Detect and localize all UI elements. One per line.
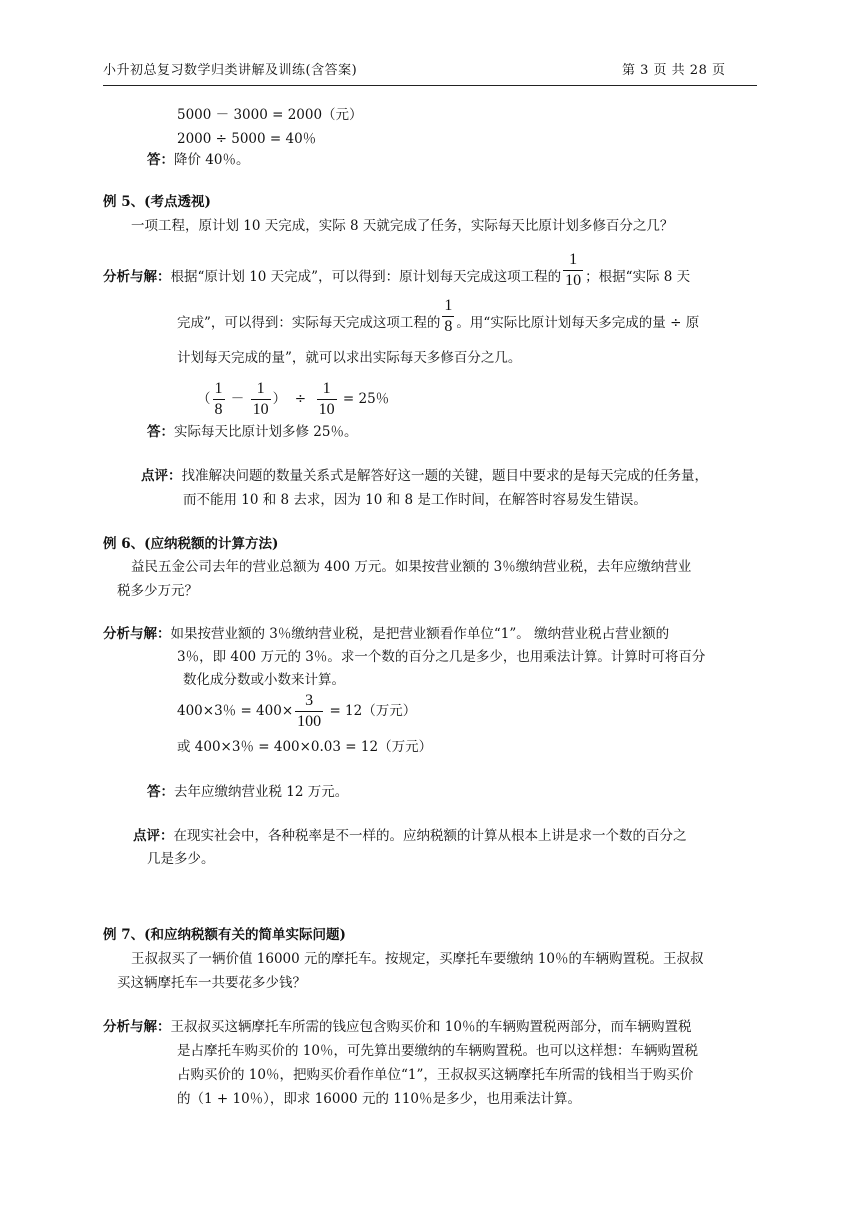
comment (141, 470, 708, 484)
question-text: 税多少万元？ (117, 583, 198, 599)
analysis-line (103, 1021, 691, 1035)
analysis-label: 分析与解： (103, 1019, 171, 1035)
question-text: 益民五金公司去年的营业总额为 400 万元。如果按营业额的 3％缴纳营业税，去年应缴纳营业 (131, 559, 692, 575)
analysis-text: 完成”，可以得到：实际每天完成这项工程的 (177, 315, 441, 331)
analysis-text: 数化成分数或小数来计算。 (183, 672, 345, 688)
comment-label: 点评： (141, 468, 182, 484)
header-title: 小升初总复习数学归类讲解及训练(含答案) (103, 63, 358, 78)
comment-text: 而不能用 10 和 8 去求，因为 10 和 8 是工作时间，在解答时容易发生错误。 (183, 492, 647, 508)
comment-text: 找准解决问题的数量关系式是解答好这一题的关键，题目中要求的是每天完成的任务量， (181, 468, 708, 484)
comment-label: 点评： (133, 828, 174, 844)
analysis-text: 是占摩托车购买价的 10％，可先算出要缴纳的车辆购置税。也可以这样想：车辆购置税 (177, 1043, 698, 1059)
calc-line: （ $\frac{1}{8}$ － $\frac{1}{10}$ ） ÷ $\frac{1}{10}$ = 25％ (197, 380, 390, 418)
question-text: 王叔叔买了一辆价值 16000 元的摩托车。按规定，买摩托车要缴纳 10％的车辆购置税。王叔叔 (131, 951, 704, 967)
answer-label: 答： (147, 424, 174, 440)
example-title: 例 7、(和应纳税额有关的简单实际问题) (103, 927, 346, 943)
comment-text: 几是多少。 (147, 851, 215, 867)
fraction: $\frac{1}{10}$ (252, 380, 269, 418)
analysis-line (103, 628, 669, 642)
comment-text: 在现实社会中，各种税率是不一样的。应纳税额的计算从根本上讲是求一个数的百分之 (173, 828, 687, 844)
analysis-text: 如果按营业额的 3％缴纳营业税，是把营业额看作单位“1”。 缴纳营业税占营业额的 (170, 626, 670, 642)
comment (133, 830, 687, 844)
calc-line: 5000 － 3000 = 2000（元） (177, 107, 363, 123)
page-number: 第 3 页 共 28 页 (622, 63, 726, 78)
analysis-text: 。用“实际比原计划每天多完成的量 ÷ 原 (456, 315, 700, 331)
answer (147, 786, 348, 800)
analysis-text: 占购买价的 10％，把购买价看作单位“1”，王叔叔买这辆摩托车所需的钱相当于购买价 (177, 1067, 694, 1083)
answer-text: 去年应缴纳营业税 12 万元。 (174, 784, 349, 800)
answer-label: 答： (147, 784, 174, 800)
analysis-text: 3％，即 400 万元的 3％。求一个数的百分之几是多少，也用乘法计算。计算时可将百分 (177, 649, 706, 665)
answer-text: 降价 40％。 (174, 152, 250, 168)
analysis-text: 王叔叔买这辆摩托车所需的钱应包含购买价和 10％的车辆购置税两部分，而车辆购置税 (170, 1019, 692, 1035)
example-title: 例 5、(考点透视) (103, 194, 211, 210)
analysis-text: 计划每天完成的量”，就可以求出实际每天多修百分之几。 (177, 350, 522, 366)
calc-line: 或 400×3％ = 400×0.03 = 12（万元） (177, 739, 433, 755)
example-title: 例 6、(应纳税额的计算方法) (103, 536, 279, 552)
analysis-label: 分析与解： (103, 269, 171, 285)
answer (147, 154, 249, 168)
fraction: $\frac{1}{10}$ (318, 380, 335, 418)
answer (147, 426, 357, 440)
analysis-line (177, 297, 700, 335)
question-text: 一项工程，原计划 10 天完成，实际 8 天就完成了任务，实际每天比原计划多修百分之几？ (131, 218, 674, 234)
analysis-label: 分析与解： (103, 626, 171, 642)
analysis-text: 的（1 + 10％），即求 16000 元的 110％是多少，也用乘法计算。 (177, 1091, 581, 1107)
analysis-text: ；根据“实际 8 天 (585, 269, 691, 285)
fraction: $\frac{1}{10}$ (565, 251, 582, 289)
answer-text: 实际每天比原计划多修 25％。 (174, 424, 358, 440)
question-text: 买这辆摩托车一共要花多少钱？ (117, 975, 306, 991)
answer-label: 答： (147, 152, 174, 168)
analysis-line (103, 251, 691, 289)
fraction: $\frac{1}{8}$ (444, 297, 453, 335)
calc-line: 400×3％ = 400× $\frac{3}{100}$ = 12（万元） (177, 692, 417, 730)
header-rule (103, 85, 757, 86)
analysis-text: 根据“原计划 10 天完成”，可以得到：原计划每天完成这项工程的 (170, 269, 562, 285)
fraction: $\frac{3}{100}$ (297, 692, 322, 730)
calc-line: 2000 ÷ 5000 = 40％ (177, 131, 317, 147)
fraction: $\frac{1}{8}$ (214, 380, 223, 418)
